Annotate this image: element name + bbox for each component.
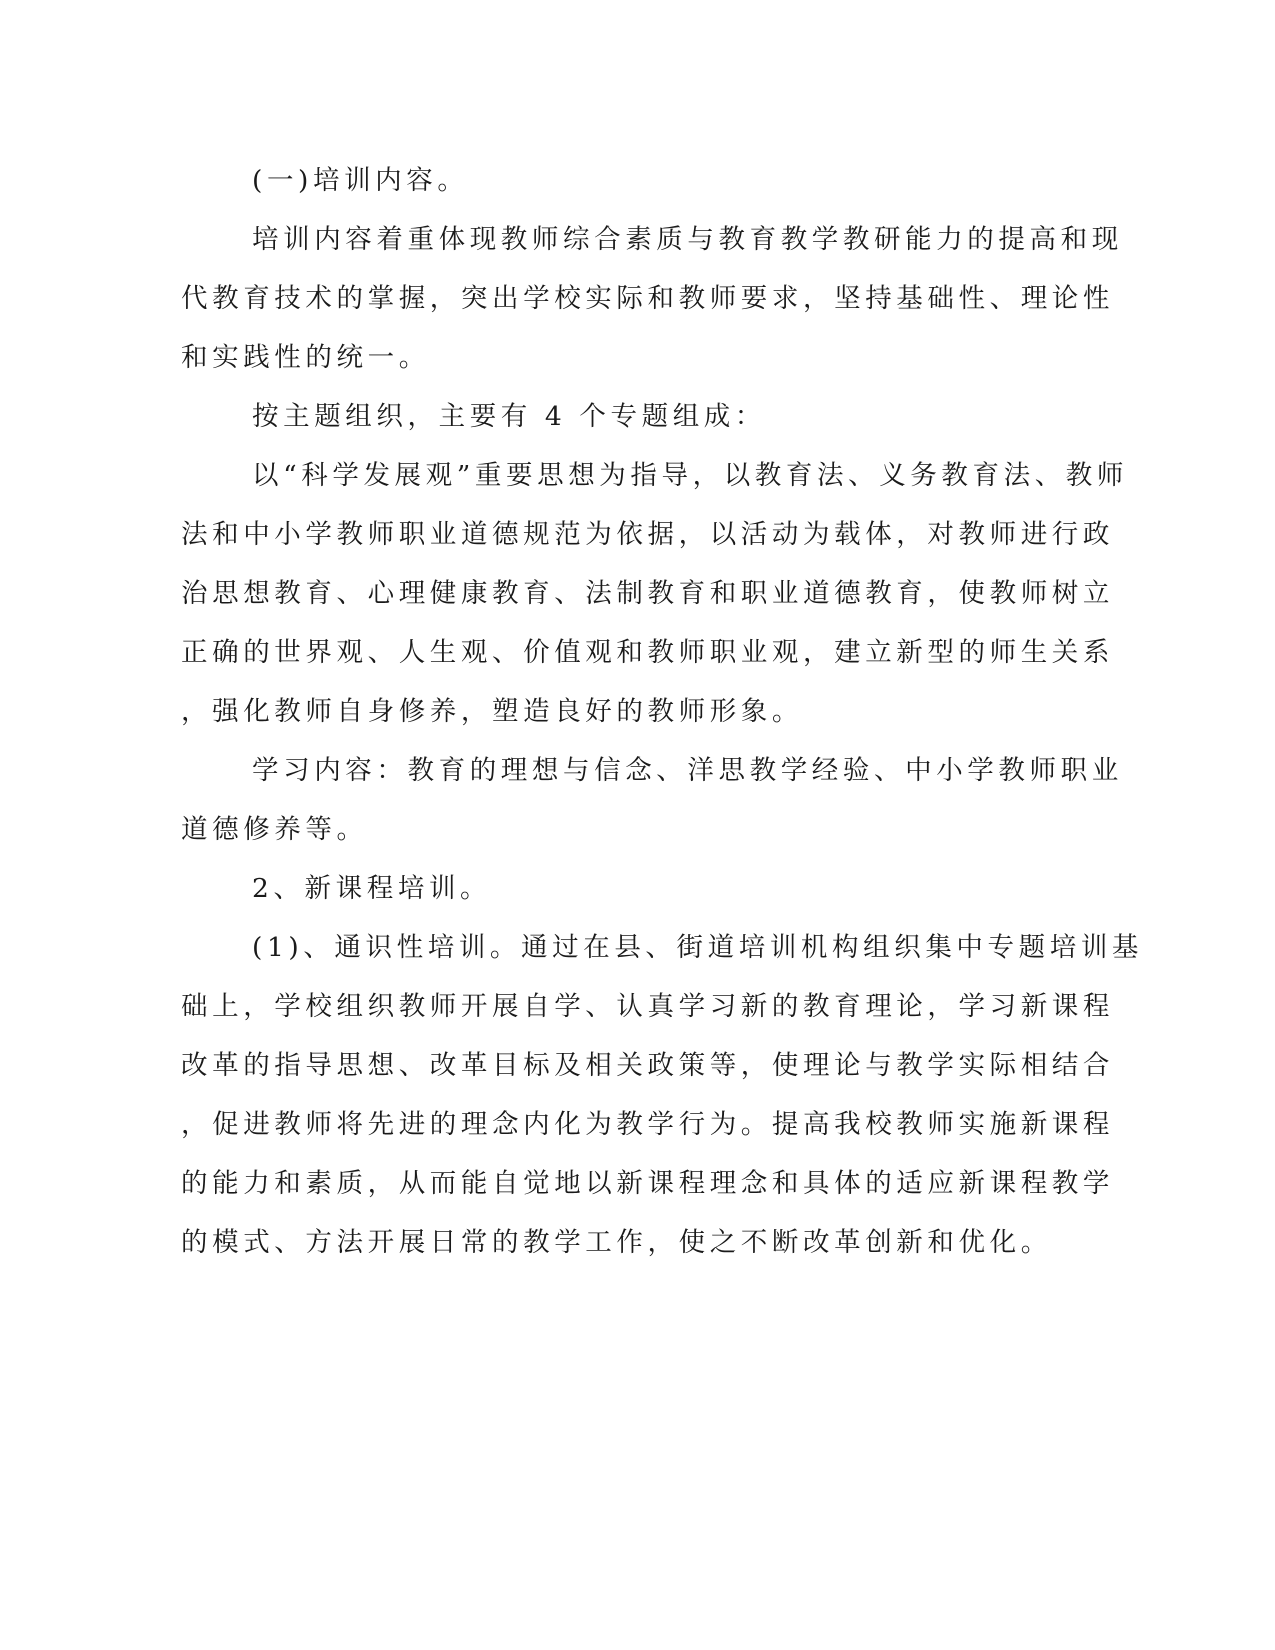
paragraph-line: ，促进教师将先进的理念内化为教学行为。提高我校教师实施新课程 (181, 1109, 1114, 1140)
paragraph-line: 学习内容：教育的理想与信念、洋思教学经验、中小学教师职业 (252, 755, 1123, 786)
paragraph-line: 法和中小学教师职业道德规范为依据，以活动为载体，对教师进行政 (181, 519, 1114, 550)
paragraph-line: 以“科学发展观”重要思想为指导，以教育法、义务教育法、教师 (252, 460, 1128, 491)
paragraph-line: ，强化教师自身修养，塑造良好的教师形象。 (181, 696, 803, 727)
paragraph-line: 按主题组织，主要有 4 个专题组成： (252, 401, 767, 432)
section-heading: 2、新课程培训。 (252, 873, 492, 904)
paragraph-line: 道德修养等。 (181, 814, 368, 845)
paragraph-line: (1)、通识性培训。通过在县、街道培训机构组织集中专题培训基 (252, 932, 1144, 963)
paragraph-line: 正确的世界观、人生观、价值观和教师职业观，建立新型的师生关系 (181, 637, 1114, 668)
section-heading: (一)培训内容。 (252, 165, 469, 196)
paragraph-line: 的能力和素质，从而能自觉地以新课程理念和具体的适应新课程教学 (181, 1168, 1114, 1199)
paragraph-line: 培训内容着重体现教师综合素质与教育教学教研能力的提高和现 (252, 224, 1123, 255)
paragraph-line: 治思想教育、心理健康教育、法制教育和职业道德教育，使教师树立 (181, 578, 1114, 609)
paragraph-line: 的模式、方法开展日常的教学工作，使之不断改革创新和优化。 (181, 1227, 1052, 1258)
paragraph-line: 代教育技术的掌握，突出学校实际和教师要求，坚持基础性、理论性 (181, 283, 1114, 314)
paragraph-line: 础上，学校组织教师开展自学、认真学习新的教育理论，学习新课程 (181, 991, 1114, 1022)
paragraph-line: 和实践性的统一。 (181, 342, 430, 373)
paragraph-line: 改革的指导思想、改革目标及相关政策等，使理论与教学实际相结合 (181, 1050, 1114, 1081)
